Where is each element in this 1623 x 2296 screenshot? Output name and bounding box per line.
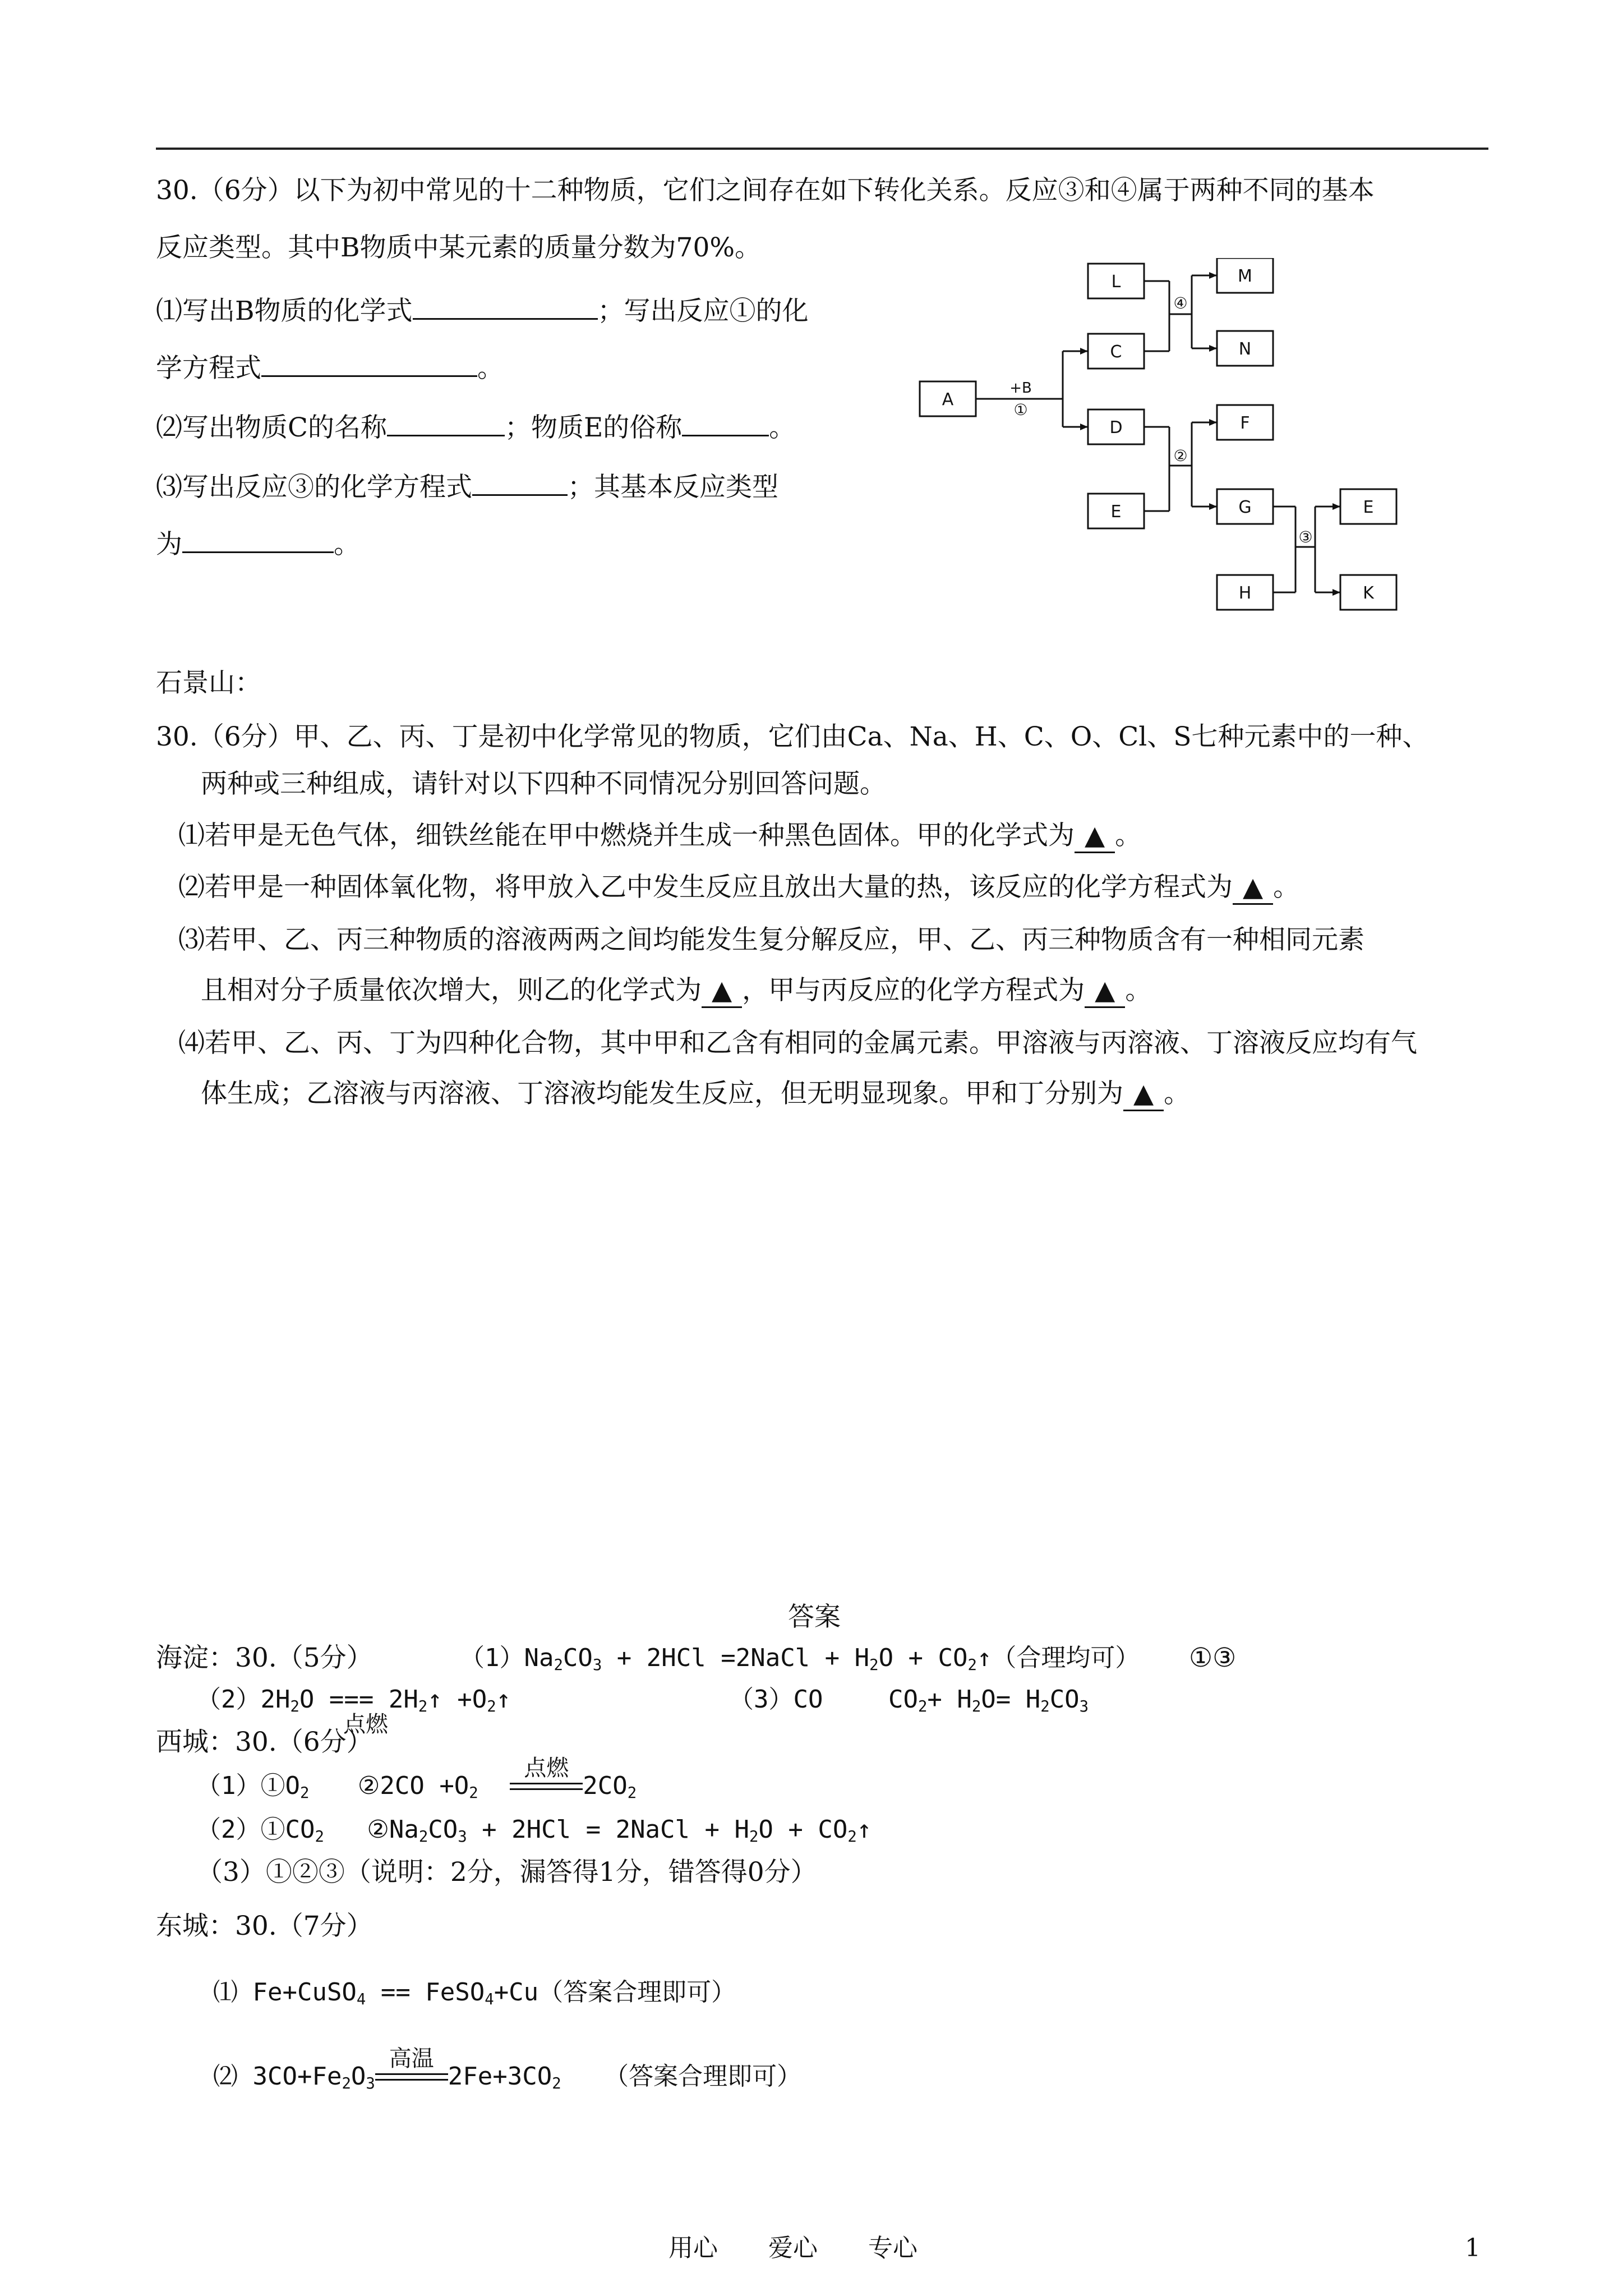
- dongcheng-answer-1: ⑴ Fe+CuSO$_4$ == FeSO$_4$+Cu（答案合理即可）: [213, 1978, 736, 2008]
- answer-blank[interactable]: [261, 349, 477, 377]
- haidian-answer-1-choice: ①③: [1189, 1642, 1237, 1673]
- transformation-diagram: [914, 258, 1419, 623]
- answer-blank[interactable]: [472, 468, 568, 496]
- reaction-condition-equals: 高温: [375, 2072, 448, 2083]
- sjs-part1: ⑴若甲是无色气体，细铁丝能在甲中燃烧并生成一种黑色固体。甲的化学式为 ▲ 。: [178, 820, 1141, 853]
- reaction-4-label: ④: [1173, 294, 1188, 312]
- answer-blank-triangle[interactable]: ▲: [1233, 872, 1273, 905]
- sjs-part4-line2: 体生成；乙溶液与丙溶液、丁溶液均能发生反应，但无明显现象。甲和丁分别为 ▲ 。: [201, 1078, 1190, 1111]
- box-l-label: L: [1111, 272, 1121, 292]
- haidian-answer-3: （3）CO $CO_2+ H_2O= H_2CO_3$: [729, 1685, 1089, 1715]
- box-d-label: D: [1109, 418, 1123, 438]
- reaction-2-label: ②: [1173, 447, 1188, 465]
- answer-blank[interactable]: [387, 408, 505, 436]
- sjs-intro-line1: 30.（6分）甲、乙、丙、丁是初中化学常见的物质，它们由Ca、Na、H、C、O、Cl、S七种元素中的一种、: [156, 721, 1429, 752]
- section-label-shijingshan: 石景山：: [156, 668, 261, 698]
- sjs-intro-line2: 两种或三种组成，请针对以下四种不同情况分别回答问题。: [201, 769, 886, 799]
- answer-blank-triangle[interactable]: ▲: [1085, 975, 1125, 1008]
- haidian-condition-dianran: 点燃: [343, 1711, 388, 1737]
- q30-part2: ⑵写出物质C的名称 ；物质E的俗称 。: [156, 408, 795, 444]
- haidian-head: 海淀：30.（5分）: [156, 1642, 373, 1673]
- dongcheng-answer-2: ⑵ $3CO+Fe_2O_3$ 高温 $2Fe+3CO_2$ （答案合理即可）: [213, 2046, 802, 2092]
- box-k-label: K: [1363, 583, 1374, 603]
- header-rule: [156, 148, 1488, 150]
- box-a-label: A: [942, 390, 954, 409]
- footer-motto-2: 爱心: [768, 2234, 818, 2262]
- footer-motto-3: 专心: [868, 2234, 917, 2262]
- xicheng-answer-1: $(1)①O_2$ ②2CO $+O_2$ 点燃 $2CO_2$: [196, 1755, 637, 1802]
- reaction-condition-equals: 点燃: [510, 1782, 583, 1793]
- sjs-part3-line1: ⑶若甲、乙、丙三种物质的溶液两两之间均能发生复分解反应，甲、乙、丙三种物质含有一种相同元素: [178, 924, 1364, 955]
- answer-blank[interactable]: [182, 525, 334, 553]
- box-f-label: F: [1240, 413, 1250, 433]
- answer-blank[interactable]: [413, 292, 598, 320]
- box-c-label: C: [1110, 342, 1122, 362]
- q30-intro-line1: 30.（6分）以下为初中常见的十二种物质，它们之间存在如下转化关系。反应③和④属于两种不同的基本: [156, 175, 1375, 206]
- box-m-label: M: [1238, 266, 1252, 286]
- box-h-label: H: [1238, 583, 1252, 603]
- box-e2-label: E: [1363, 498, 1374, 517]
- xicheng-answer-3: （3）①②③（说明：2分，漏答得1分，错答得0分）: [196, 1857, 817, 1888]
- answer-blank-triangle[interactable]: ▲: [1123, 1078, 1164, 1111]
- q30-part3-line2: 为 。: [156, 525, 360, 560]
- xicheng-head: 西城：30.（6分）: [156, 1727, 373, 1757]
- haidian-answer-2: $(2)2H_2O$ === $2H_2↑$ $+O_2↑$: [196, 1685, 511, 1715]
- box-n-label: N: [1238, 339, 1252, 359]
- dongcheng-head: 东城：30.（7分）: [156, 1911, 373, 1941]
- sjs-part4-line1: ⑷若甲、乙、丙、丁为四种化合物，其中甲和乙含有相同的金属元素。甲溶液与丙溶液、丁溶液反应均有气: [178, 1028, 1417, 1059]
- q30-part1-line2: 学方程式 。: [156, 349, 504, 384]
- answer-blank-triangle[interactable]: ▲: [702, 975, 742, 1008]
- q30-part3-line1: ⑶写出反应③的化学方程式 ；其基本反应类型: [156, 468, 778, 503]
- haidian-answer-1: $(1)Na_2CO_3 + 2HCl$ =2NaCl + $H_2O$ + $CO_2↑$（合理均可）: [460, 1644, 1140, 1674]
- answers-title: 答案: [788, 1602, 841, 1632]
- q30-intro-line2: 反应类型。其中B物质中某元素的质量分数为70%。: [156, 232, 762, 263]
- sjs-part3-line2: 且相对分子质量依次增大，则乙的化学式为 ▲ ，甲与丙反应的化学方程式为 ▲ 。: [201, 975, 1151, 1008]
- plus-b-label: +B: [1009, 380, 1032, 397]
- box-g-label: G: [1238, 498, 1252, 517]
- footer-motto-1: 用心: [668, 2234, 718, 2262]
- answer-blank[interactable]: [682, 408, 769, 436]
- answer-blank-triangle[interactable]: ▲: [1075, 820, 1115, 853]
- box-e-label: E: [1110, 502, 1122, 522]
- reaction-1-label: ①: [1013, 401, 1028, 419]
- q30-part1-line1: ⑴写出B物质的化学式 ；写出反应①的化: [156, 292, 809, 327]
- sjs-part2: ⑵若甲是一种固体氧化物，将甲放入乙中发生反应且放出大量的热，该反应的化学方程式为 ▲ 。: [178, 872, 1299, 905]
- xicheng-answer-2: $(2)①CO_2$ $②Na_2CO_3 + 2HCl$ = 2NaCl + $H_2O$ + $CO_2↑$: [196, 1815, 872, 1846]
- reaction-3-label: ③: [1298, 528, 1313, 546]
- page-number: 1: [1465, 2234, 1481, 2262]
